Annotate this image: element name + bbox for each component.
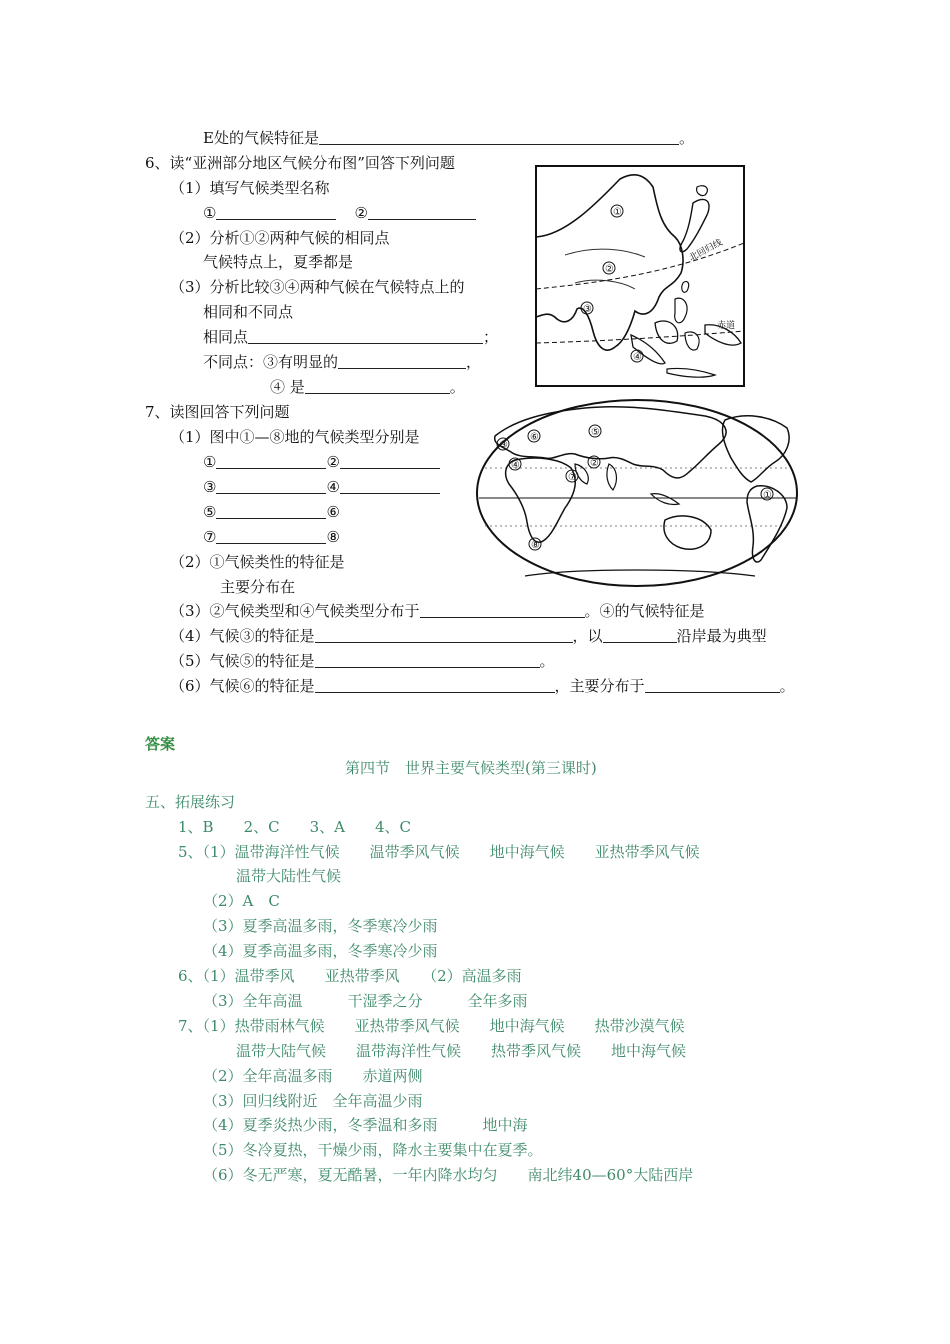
answer-blank[interactable] bbox=[315, 627, 573, 643]
asia-label-1: ① bbox=[613, 207, 622, 218]
q6-four-line: ④ 是 。 bbox=[270, 378, 465, 396]
answer-6-3: （3）全年高温 干湿季之分 全年多雨 bbox=[203, 992, 528, 1010]
q5e-line: E处的气候特征是 。 bbox=[203, 129, 694, 147]
answer-blank[interactable] bbox=[340, 453, 440, 469]
answer-7-6: （6）冬无严寒，夏无酷暑，一年内降水均匀 南北纬40—60°大陆西岸 bbox=[203, 1166, 694, 1184]
answer-blank[interactable] bbox=[340, 478, 440, 494]
q6-title: 6、读“亚洲部分地区气候分布图”回答下列问题 bbox=[145, 154, 455, 172]
answer-blank[interactable] bbox=[319, 129, 679, 145]
answer-blank[interactable] bbox=[216, 503, 326, 519]
answer-blank[interactable] bbox=[248, 328, 483, 344]
answer-7-1b: 温带大陆气候 温带海洋性气候 热带季风气候 地中海气候 bbox=[236, 1042, 687, 1060]
answer-blank[interactable] bbox=[216, 528, 326, 544]
answer-blank[interactable] bbox=[315, 677, 555, 693]
q7-row-3-4: ③ ④ bbox=[203, 477, 440, 497]
world-climate-map bbox=[475, 398, 800, 588]
q6-part3b: 相同和不同点 bbox=[203, 303, 294, 321]
q7-part3: （3）②气候类型和④气候类型分布于 。④的气候特征是 bbox=[170, 602, 705, 620]
q7-part5: （5）气候⑤的特征是 。 bbox=[170, 652, 555, 670]
q6-part2: （2）分析①②两种气候的相同点 bbox=[170, 229, 390, 247]
q6-part1-blanks: ① ② bbox=[203, 203, 476, 223]
q7-part1: （1）图中①—⑧地的气候类型分别是 bbox=[170, 428, 420, 446]
equator-label: 赤道 bbox=[717, 321, 736, 331]
world-label-2: ② bbox=[590, 458, 599, 469]
answer-blank[interactable] bbox=[305, 378, 450, 394]
q7-row-7-8: ⑦ ⑧ bbox=[203, 528, 340, 546]
asia-label-3: ③ bbox=[583, 304, 592, 315]
answer-7-5: （5）冬冷夏热，干燥少雨，降水主要集中在夏季。 bbox=[203, 1141, 543, 1159]
world-label-4: ④ bbox=[511, 460, 520, 471]
q6-part1: （1）填写气候类型名称 bbox=[170, 179, 330, 197]
answer-5-1b: 温带大陆性气候 bbox=[236, 867, 342, 885]
answer-5-2: （2）A C bbox=[203, 892, 280, 910]
answer-1-4: 1、B 2、C 3、A 4、C bbox=[178, 818, 411, 836]
q7-part6: （6）气候⑥的特征是 ，主要分布于 。 bbox=[170, 677, 795, 695]
answer-5-1: 5、（1）温带海洋性气候 温带季风气候 地中海气候 亚热带季风气候 bbox=[178, 843, 700, 861]
answers-section: 五、拓展练习 bbox=[145, 793, 236, 811]
q7-title: 7、读图回答下列问题 bbox=[145, 403, 290, 421]
world-label-1: ① bbox=[763, 490, 772, 501]
answer-7-4: （4）夏季炎热少雨，冬季温和多雨 地中海 bbox=[203, 1116, 528, 1134]
answer-blank[interactable] bbox=[338, 353, 466, 369]
answer-blank[interactable] bbox=[216, 204, 336, 220]
answer-blank[interactable] bbox=[315, 652, 540, 668]
answer-7-1: 7、（1）热带雨林气候 亚热带季风气候 地中海气候 热带沙漠气候 bbox=[178, 1017, 685, 1035]
world-label-5: ⑤ bbox=[591, 427, 600, 438]
answer-7-3: （3）回归线附近 全年高温少雨 bbox=[203, 1092, 423, 1110]
asia-label-4: ④ bbox=[633, 352, 642, 363]
answer-5-3: （3）夏季高温多雨，冬季寒冷少雨 bbox=[203, 917, 438, 935]
world-label-8: ⑧ bbox=[531, 540, 540, 551]
q6-part2b: 气候特点上，夏季都是 bbox=[203, 253, 354, 271]
q7-part2: （2）①气候类性的特征是 bbox=[170, 553, 345, 571]
answer-7-2: （2）全年高温多雨 赤道两侧 bbox=[203, 1067, 423, 1085]
asia-climate-map bbox=[535, 165, 745, 387]
q7-row-1-2: ① ② bbox=[203, 452, 440, 472]
world-label-6: ⑥ bbox=[530, 432, 539, 443]
q6-part3: （3）分析比较③④两种气候在气候特点上的 bbox=[170, 278, 465, 296]
q7-part4: （4）气候③的特征是 ，以 沿岸最为典型 bbox=[170, 627, 767, 645]
answer-blank[interactable] bbox=[216, 453, 326, 469]
answer-blank[interactable] bbox=[603, 627, 677, 643]
answer-blank[interactable] bbox=[368, 204, 476, 220]
answer-blank[interactable] bbox=[645, 677, 780, 693]
answers-title: 第四节 世界主要气候类型(第三课时) bbox=[345, 759, 597, 777]
q7-row-5-6: ⑤ ⑥ bbox=[203, 503, 340, 521]
tropic-label: 北回归线 bbox=[687, 237, 725, 264]
asia-label-2: ② bbox=[605, 264, 614, 275]
world-label-3: ③ bbox=[499, 440, 508, 451]
answer-blank[interactable] bbox=[216, 478, 326, 494]
q7-part2b: 主要分布在 bbox=[220, 578, 296, 596]
q6-diff-line: 不同点：③有明显的 ， bbox=[203, 353, 482, 371]
answer-blank[interactable] bbox=[420, 602, 585, 618]
answer-5-4: （4）夏季高温多雨，冬季寒冷少雨 bbox=[203, 942, 438, 960]
world-label-7: ⑦ bbox=[568, 472, 577, 483]
answer-6-1: 6、（1）温带季风 亚热带季风 （2）高温多雨 bbox=[178, 967, 522, 985]
answers-heading: 答案 bbox=[145, 735, 176, 753]
q6-same-line: 相同点 ； bbox=[203, 328, 499, 346]
